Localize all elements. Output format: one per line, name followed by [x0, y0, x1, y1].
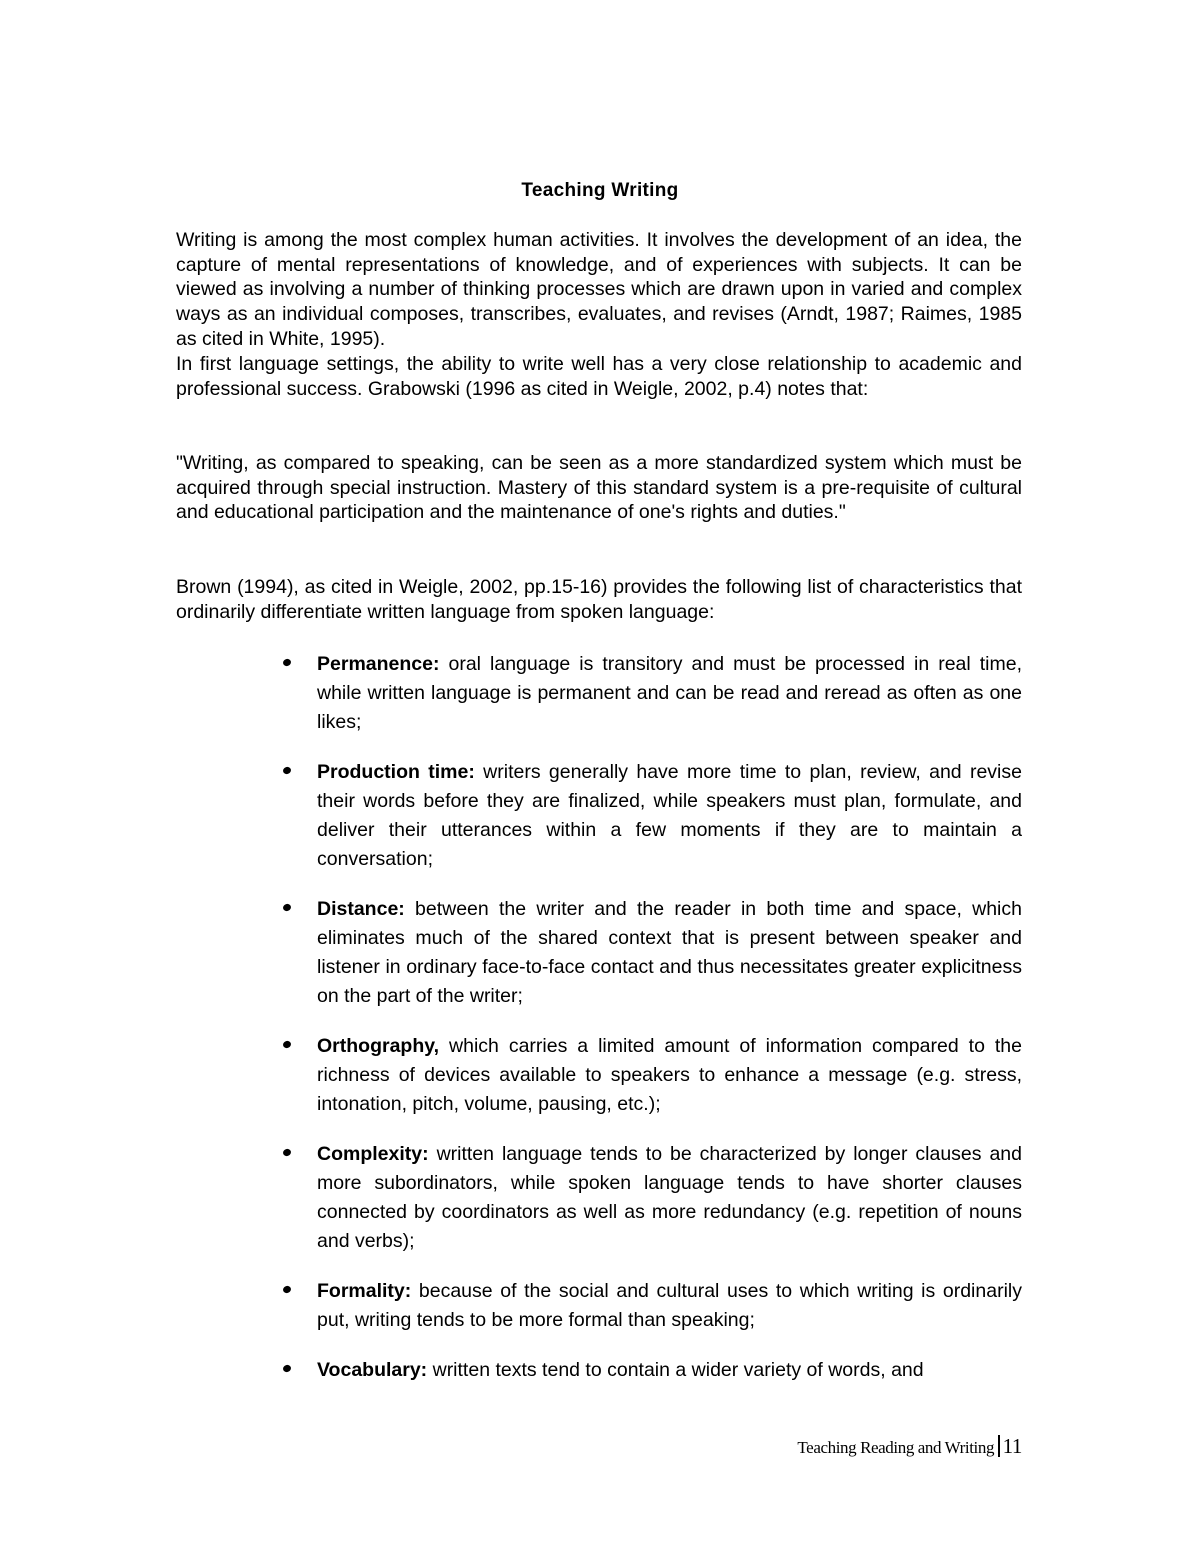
- list-item: [317, 1140, 1022, 1256]
- page-footer: [797, 1432, 1022, 1462]
- list-item: [317, 758, 1022, 874]
- bullet-text: oral language is transitory and must be processed in real time, while written language is permanent and can be read and reread as often as one likes;: [317, 653, 1022, 733]
- bullet-term: Permanence:: [317, 653, 440, 675]
- bullet-text: written language tends to be characterized by longer clauses and more subordinators, while spoken language tends to have shorter clauses connected by coordinators as well as more redundancy (e.g. repetition of nouns and verbs);: [317, 1143, 1022, 1252]
- bullet-icon: [282, 658, 292, 667]
- list-item: [317, 1277, 1022, 1335]
- quote-paragraph: "Writing, as compared to speaking, can be seen as a more standardized system which must be acquired through special instruction. Mastery of this standard system is a pre-requisite of cultural and educational participation and the maintenance of one's rights and duties.": [176, 452, 1022, 524]
- bullet-term: Vocabulary:: [317, 1359, 428, 1381]
- bullet-icon: [282, 766, 292, 775]
- bullet-text: because of the social and cultural uses to which writing is ordinarily put, writing tends to be more formal than speaking;: [317, 1280, 1022, 1331]
- bullet-icon: [282, 903, 292, 912]
- bullet-term: Complexity:: [317, 1143, 429, 1165]
- first-language-paragraph: In first language settings, the ability to write well has a very close relationship to academic and professional success. Grabowski (1996 as cited in Weigle, 2002, p.4) notes that:: [176, 353, 1022, 400]
- characteristics-list: [317, 650, 1022, 1406]
- bullet-term: Distance:: [317, 898, 405, 920]
- bullet-text: which carries a limited amount of information compared to the richness of devices available to speakers to enhance a message (e.g. stress, intonation, pitch, volume, pausing, etc.);: [317, 1035, 1022, 1115]
- bullet-term: Orthography,: [317, 1035, 440, 1057]
- bullet-term: Formality:: [317, 1280, 412, 1302]
- page-title: Teaching Writing: [521, 180, 679, 201]
- brown-paragraph: Brown (1994), as cited in Weigle, 2002, pp.15-16) provides the following list of characteristics that ordinarily differentiate written language from spoken language:: [176, 576, 1022, 623]
- intro-paragraph: Writing is among the most complex human activities. It involves the development of an idea, the capture of mental representations of knowledge, and of experiences with subjects. It can be viewed as involving a number of thinking processes which are drawn upon in varied and complex ways as an individual composes, transcribes, evaluates, and revises (Arndt, 1987; Raimes, 1985 as cited in White, 1995).: [176, 229, 1022, 350]
- bullet-icon: [282, 1148, 292, 1157]
- bullet-text: written texts tend to contain a wider variety of words, and: [427, 1359, 924, 1381]
- bullet-icon: [282, 1040, 292, 1049]
- list-item: [317, 650, 1022, 737]
- running-title: Teaching Reading and Writing: [797, 1438, 995, 1457]
- bullet-text: between the writer and the reader in both time and space, which eliminates much of the shared context that is present between speaker and listener in ordinary face-to-face contact and thus necessitates greater explicitness on the part of the writer;: [317, 898, 1022, 1007]
- list-item: [317, 895, 1022, 1011]
- list-item: [317, 1356, 1022, 1385]
- page-number: 11: [1002, 1434, 1022, 1458]
- bullet-term: Production time:: [317, 761, 475, 783]
- bullet-text: writers generally have more time to plan, review, and revise their words before they are finalized, while speakers must plan, formulate, and deliver their utterances within a few moments if they are to maintain a conversation;: [317, 761, 1022, 870]
- bullet-icon: [282, 1364, 292, 1373]
- footer-separator: [998, 1435, 1000, 1457]
- bullet-icon: [282, 1285, 292, 1294]
- list-item: [317, 1032, 1022, 1119]
